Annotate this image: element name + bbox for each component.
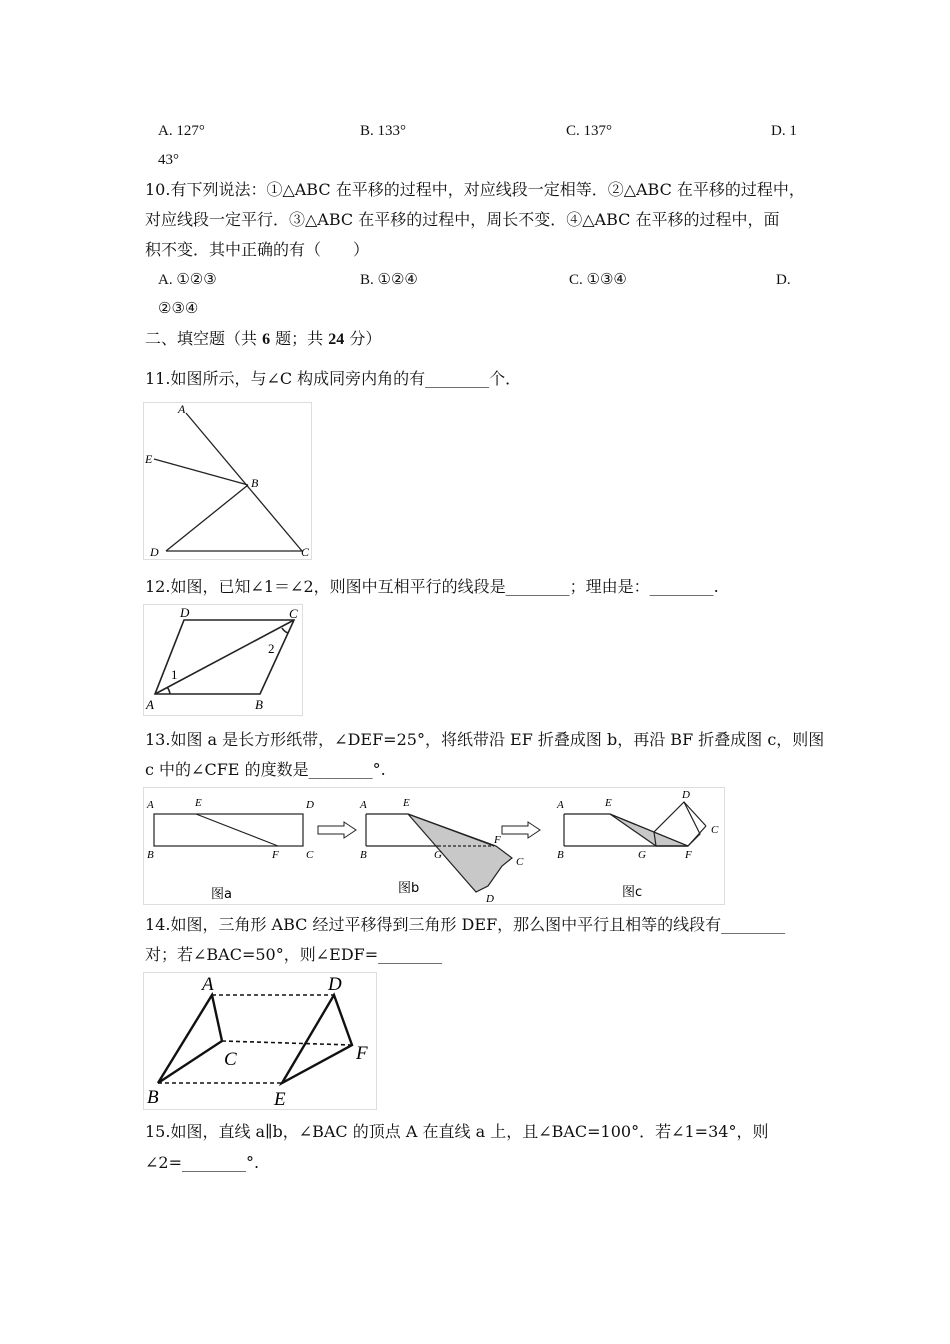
q13-line-2: c 中的∠CFE 的度数是________°. — [145, 760, 386, 779]
q14-label-b: B — [147, 1087, 159, 1108]
q12-label-a: A — [146, 697, 154, 712]
q12-label-2: 2 — [268, 641, 275, 656]
q13-arrow-1-icon — [318, 822, 356, 838]
q11-label-e: E — [145, 452, 153, 466]
q10-option-a: A. ①②③ — [158, 272, 217, 288]
q11-label-b: B — [251, 476, 259, 490]
q13a-label-b: B — [147, 849, 154, 861]
q14-label-c: C — [224, 1049, 237, 1070]
q10-option-c: C. ①③④ — [569, 272, 627, 288]
q13c-label-a: A — [557, 799, 564, 811]
q10-line-1: 10.有下列说法：①△ABC 在平移的过程中，对应线段一定相等．②△ABC 在平移的过程中， — [145, 180, 805, 199]
q14-label-a: A — [202, 974, 214, 995]
q10-option-b: B. ①②④ — [360, 272, 418, 288]
q13-caption-c: 图c — [622, 885, 643, 900]
q10-option-d: D. — [776, 272, 791, 288]
q9-option-d: D. 1 — [771, 123, 797, 139]
q12-label-c: C — [289, 606, 298, 621]
q14-line-1: 14.如图，三角形 ABC 经过平移得到三角形 DEF，那么图中平行且相等的线段有________ — [145, 915, 786, 934]
q13a-label-e: E — [195, 797, 202, 809]
q10-line-2: 对应线段一定平行．③△ABC 在平移的过程中，周长不变．④△ABC 在平移的过程中，面 — [145, 210, 780, 229]
q10-line-3: 积不变．其中正确的有（ ） — [145, 240, 370, 259]
q13a-label-c: C — [306, 849, 314, 861]
q13a-label-f: F — [272, 849, 279, 861]
q13a-label-a: A — [147, 799, 154, 811]
q11-text: 11.如图所示，与∠C 构成同旁内角的有________个． — [145, 369, 522, 388]
q14-line-2: 对；若∠BAC=50°，则∠EDF=________ — [145, 945, 443, 964]
q11-figure — [143, 402, 312, 560]
q12-figure — [143, 604, 303, 716]
q13-arrow-2-icon — [502, 822, 540, 838]
q13b-label-a: A — [360, 799, 367, 811]
q11-label-d: D — [150, 545, 159, 559]
q13b-label-e: E — [403, 797, 410, 809]
q13-line-1: 13.如图 a 是长方形纸带，∠DEF=25°，将纸带沿 EF 折叠成图 b，再沿 BF 折叠成图 c，则图 — [145, 730, 825, 749]
q9-option-d-cont: 43° — [158, 152, 179, 168]
q13c-label-f: F — [685, 849, 692, 861]
q13b-label-f: F — [494, 834, 501, 846]
q10-option-d-cont: ②③④ — [158, 301, 199, 317]
q13a-label-d: D — [306, 799, 314, 811]
q14-label-d: D — [328, 974, 342, 995]
q15-line-1: 15.如图，直线 a∥b，∠BAC 的顶点 A 在直线 a 上，且∠BAC=100°．若∠1=34°，则 — [145, 1122, 769, 1141]
q13-caption-b: 图b — [398, 881, 420, 896]
q13b-label-g: G — [434, 849, 442, 861]
q13c-label-b: B — [557, 849, 564, 861]
q13-figure — [143, 787, 725, 905]
q13c-label-d: D — [682, 789, 690, 801]
q12-label-b: B — [255, 697, 263, 712]
q12-label-1: 1 — [171, 667, 178, 682]
section-heading: 二、填空题（共 6 题；共 24 分） — [145, 329, 382, 348]
q15-line-2: ∠2=________°. — [145, 1153, 260, 1172]
q12-label-d: D — [180, 605, 190, 620]
q9-option-c: C. 137° — [566, 123, 613, 139]
q13b-label-b: B — [360, 849, 367, 861]
q14-label-e: E — [274, 1089, 286, 1109]
q9-option-a: A. 127° — [158, 123, 205, 139]
q11-label-c: C — [301, 545, 310, 559]
q12-text: 12.如图，已知∠1＝∠2，则图中互相平行的线段是________；理由是：________. — [145, 577, 719, 596]
q13c-label-c: C — [711, 824, 719, 836]
q9-option-b: B. 133° — [360, 123, 407, 139]
q14-figure — [143, 972, 377, 1110]
q13c-label-g: G — [638, 849, 646, 861]
q13c-label-e: E — [605, 797, 612, 809]
q14-label-f: F — [356, 1043, 368, 1064]
q13b-label-c: C — [516, 856, 524, 868]
q13-caption-a: 图a — [211, 887, 232, 902]
q11-label-a: A — [178, 403, 186, 416]
q13b-label-d: D — [486, 893, 494, 904]
